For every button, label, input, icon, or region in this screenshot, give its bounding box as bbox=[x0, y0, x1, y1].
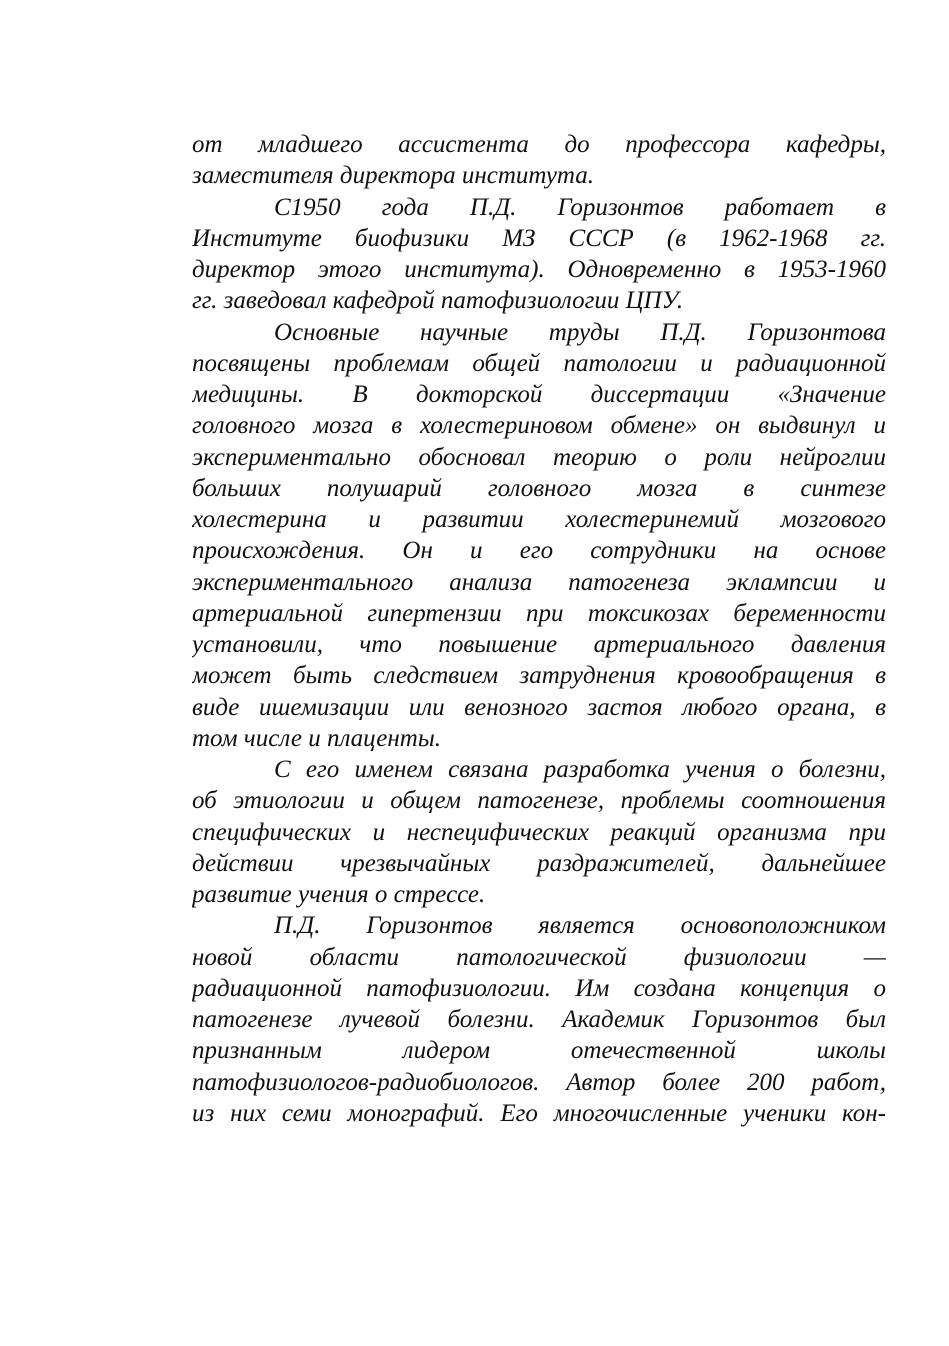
text-line: патофизиологов-радиобиологов. Автор более 200 работ, bbox=[192, 1068, 886, 1096]
text-line: Основные научные труды П.Д. Горизонтова bbox=[274, 318, 886, 346]
text-line: Институте биофизики МЗ СССР (в 1962-1968 гг. bbox=[192, 224, 886, 252]
text-line: установили, что повышение артериального давления bbox=[192, 631, 886, 658]
text-line: патогенезе лучевой болезни. Академик Горизонтов был bbox=[192, 1006, 886, 1033]
text-line: С1950 года П.Д. Горизонтов работает в bbox=[274, 193, 886, 221]
text-line: развитие учения о стрессе. bbox=[192, 881, 486, 908]
paragraph-1 bbox=[192, 129, 886, 192]
paragraph-2 bbox=[192, 192, 886, 317]
text-line: из них семи монографий. Его многочисленные ученики кон- bbox=[192, 1099, 886, 1127]
text-line: экспериментально обосновал теорию о роли нейроглии bbox=[192, 443, 886, 471]
text-line: специфических и неспецифических реакций организма при bbox=[192, 818, 886, 846]
text-line: может быть следствием затруднения кровообращения в bbox=[192, 662, 886, 690]
paragraph-5 bbox=[192, 910, 886, 1129]
text-line: от младшего ассистента до профессора кафедры, bbox=[192, 131, 886, 158]
text-line: директор этого института). Одновременно в 1953-1960 bbox=[192, 256, 886, 283]
text-line: больших полушарий головного мозга в синтезе bbox=[192, 474, 886, 502]
text-line: экспериментального анализа патогенеза эклампсии и bbox=[192, 568, 886, 596]
text-line: новой области патологической физиологии — bbox=[192, 943, 886, 971]
text-line: П.Д. Горизонтов является основоположником bbox=[274, 912, 886, 940]
text-line: посвящены проблемам общей патологии и радиационной bbox=[192, 349, 886, 377]
body-text bbox=[192, 129, 886, 1129]
text-line: заместителя директора института. bbox=[192, 162, 595, 190]
text-line: медицины. В докторской диссертации «Значение bbox=[192, 381, 886, 408]
text-line: холестерина и развитии холестеринемий мозгового bbox=[192, 506, 886, 533]
text-line: об этиологии и общем патогенезе, проблемы соотношения bbox=[192, 787, 886, 815]
paragraph-4 bbox=[192, 754, 886, 910]
text-line: происхождения. Он и его сотрудники на основе bbox=[192, 537, 886, 565]
text-line: том числе и плаценты. bbox=[192, 724, 442, 752]
text-line: радиационной патофизиологии. Им создана концепция о bbox=[192, 974, 886, 1002]
text-line: действии чрезвычайных раздражителей, дальнейшее bbox=[192, 849, 886, 877]
text-line: виде ишемизации или венозного застоя любого органа, в bbox=[192, 693, 886, 721]
text-line: головного мозга в холестериновом обмене» он выдвинул и bbox=[192, 412, 886, 440]
text-line: признанным лидером отечественной школы bbox=[192, 1037, 886, 1065]
text-line: гг. заведовал кафедрой патофизиологии ЦПУ. bbox=[192, 287, 684, 315]
text-line: артериальной гипертензии при токсикозах беременности bbox=[192, 599, 886, 627]
paragraph-3 bbox=[192, 317, 886, 755]
text-line: С его именем связана разработка учения о болезни, bbox=[274, 756, 886, 783]
